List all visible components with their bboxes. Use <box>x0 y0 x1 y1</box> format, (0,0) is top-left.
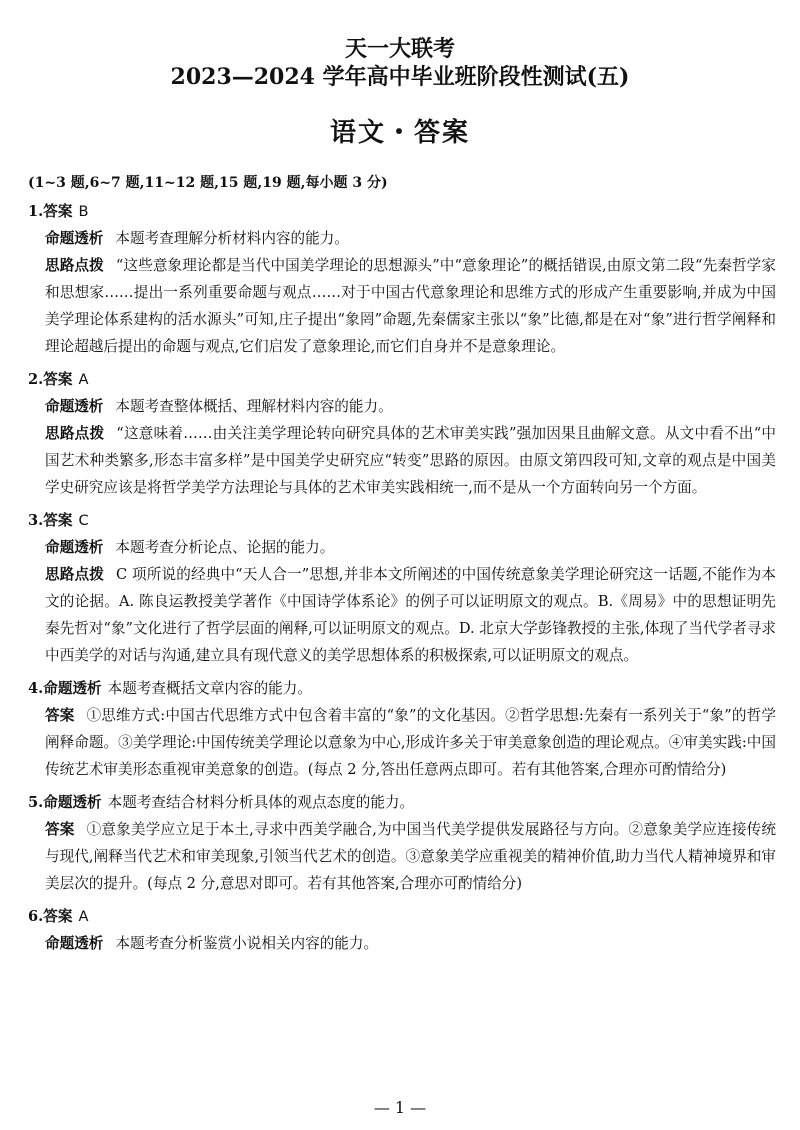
exam-title: 2023—2024 学年高中毕业班阶段性测试(五) <box>170 64 630 90</box>
question-2-hint <box>28 420 776 501</box>
question-2-analysis <box>28 393 776 420</box>
question-5-answer <box>28 816 776 897</box>
question-number: 4. <box>28 680 44 697</box>
question-label: 命题透析 <box>43 680 102 697</box>
answer-label: 答案 <box>45 821 75 838</box>
question-4-header <box>28 675 776 702</box>
analysis-label: 命题透析 <box>45 935 104 952</box>
analysis-text: 本题考查概括文章内容的能力。 <box>107 680 312 697</box>
question-5-header <box>28 789 776 816</box>
analysis-text: 本题考查结合材料分析具体的观点态度的能力。 <box>107 794 415 811</box>
question-6-header <box>28 903 776 930</box>
answer-value: A <box>78 371 89 388</box>
question-label: 答案 <box>43 371 73 388</box>
analysis-text: 本题考查分析论点、论据的能力。 <box>115 539 335 556</box>
question-1-hint <box>28 252 776 360</box>
question-3-hint <box>28 561 776 669</box>
page-number: — 1 — <box>373 1098 427 1117</box>
hint-text: C 项所说的经典中“天人合一”思想,并非本文所阐述的中国传统意象美学理论研究这一话题,不能作为本文的论据。A. 陈良运教授美学著作《中国诗学体系论》的例子可以证明原文的观点。B.《周易》中的思想证明先秦先哲对“象”文化进行了哲学层面的阐释,可以证明原文的观点。D. 北京大学彭锋教授的主张,体现了当代学者寻求中西美学的对话与沟通,建立具有现代意义的美学思想体系的积极探索,可以证明原文的观点。 <box>45 566 776 664</box>
analysis-text: 本题考查理解分析材料内容的能力。 <box>115 230 349 247</box>
question-number: 3. <box>28 512 44 529</box>
analysis-text: 本题考查整体概括、理解材料内容的能力。 <box>115 398 393 415</box>
question-number: 2. <box>28 371 44 388</box>
answer-value: A <box>78 908 89 925</box>
question-number: 5. <box>28 794 44 811</box>
answer-text: ①意象美学应立足于本土,寻求中西美学融合,为中国当代美学提供发展路径与方向。②意象美学应连接传统与现代,阐释当代艺术和审美现象,引领当代艺术的创造。③意象美学应重视美的精神价值,助力当代人精神境界和审美层次的提升。(每点 2 分,意思对即可。若有其他答案,合理亦可酌情给分) <box>45 821 776 892</box>
question-2-header <box>28 366 776 393</box>
question-label: 命题透析 <box>43 794 102 811</box>
subject-title: 语文・答案 <box>329 118 470 148</box>
hint-label: 思路点拨 <box>45 566 104 583</box>
question-label: 答案 <box>43 203 73 220</box>
answer-label: 答案 <box>45 707 75 724</box>
analysis-label: 命题透析 <box>45 398 104 415</box>
answer-content <box>28 192 776 957</box>
hint-text: “这意味着……由关注美学理论转向研究具体的艺术审美实践”强加因果且曲解文意。从文中看不出“中国艺术种类繁多,形态丰富多样”是中国美学史研究应“转变”思路的原因。由原文第四段可知,文章的观点是中国美学史研究应该是将哲学美学方法理论与具体的艺术审美实践相统一,而不是从一个方面转向另一个方面。 <box>45 425 776 496</box>
answer-value: C <box>78 512 89 529</box>
question-6-analysis <box>28 930 776 957</box>
hint-label: 思路点拨 <box>45 425 105 442</box>
question-3-analysis <box>28 534 776 561</box>
scoring-note: (1~3 题,6~7 题,11~12 题,15 题,19 题,每小题 3 分) <box>28 175 388 191</box>
question-4-answer <box>28 702 776 783</box>
hint-text: “这些意象理论都是当代中国美学理论的思想源头”中“意象理论”的概括错误,由原文第二段“先秦哲学家和思想家……提出一系列重要命题与观点……对于中国古代意象理论和思维方式的形成产生重要影响,并成为中国美学理论体系建构的活水源头”可知,庄子提出“象罔”命题,先秦儒家主张以“象”比德,都是在对“象”进行哲学阐释和理论超越后提出的命题与观点,它们启发了意象理论,而它们自身并不是意象理论。 <box>45 257 776 355</box>
question-number: 6. <box>28 908 44 925</box>
question-label: 答案 <box>43 512 73 529</box>
question-1-header <box>28 198 776 225</box>
question-label: 答案 <box>43 908 73 925</box>
analysis-text: 本题考查分析鉴赏小说相关内容的能力。 <box>115 935 379 952</box>
analysis-label: 命题透析 <box>45 539 104 556</box>
exam-organizer-title: 天一大联考 <box>344 36 455 62</box>
question-number: 1. <box>28 203 44 220</box>
answer-value: B <box>78 203 89 220</box>
question-1-analysis <box>28 225 776 252</box>
answer-text: ①思维方式:中国古代思维方式中包含着丰富的“象”的文化基因。②哲学思想:先秦有一系列关于“象”的哲学阐释命题。③美学理论:中国传统美学理论以意象为中心,形成许多关于审美意象创造的理论观点。④审美实践:中国传统艺术审美形态重视审美意象的创造。(每点 2 分,答出任意两点即可。若有其他答案,合理亦可酌情给分) <box>45 707 776 778</box>
hint-label: 思路点拨 <box>45 257 104 274</box>
question-3-header <box>28 507 776 534</box>
analysis-label: 命题透析 <box>45 230 104 247</box>
